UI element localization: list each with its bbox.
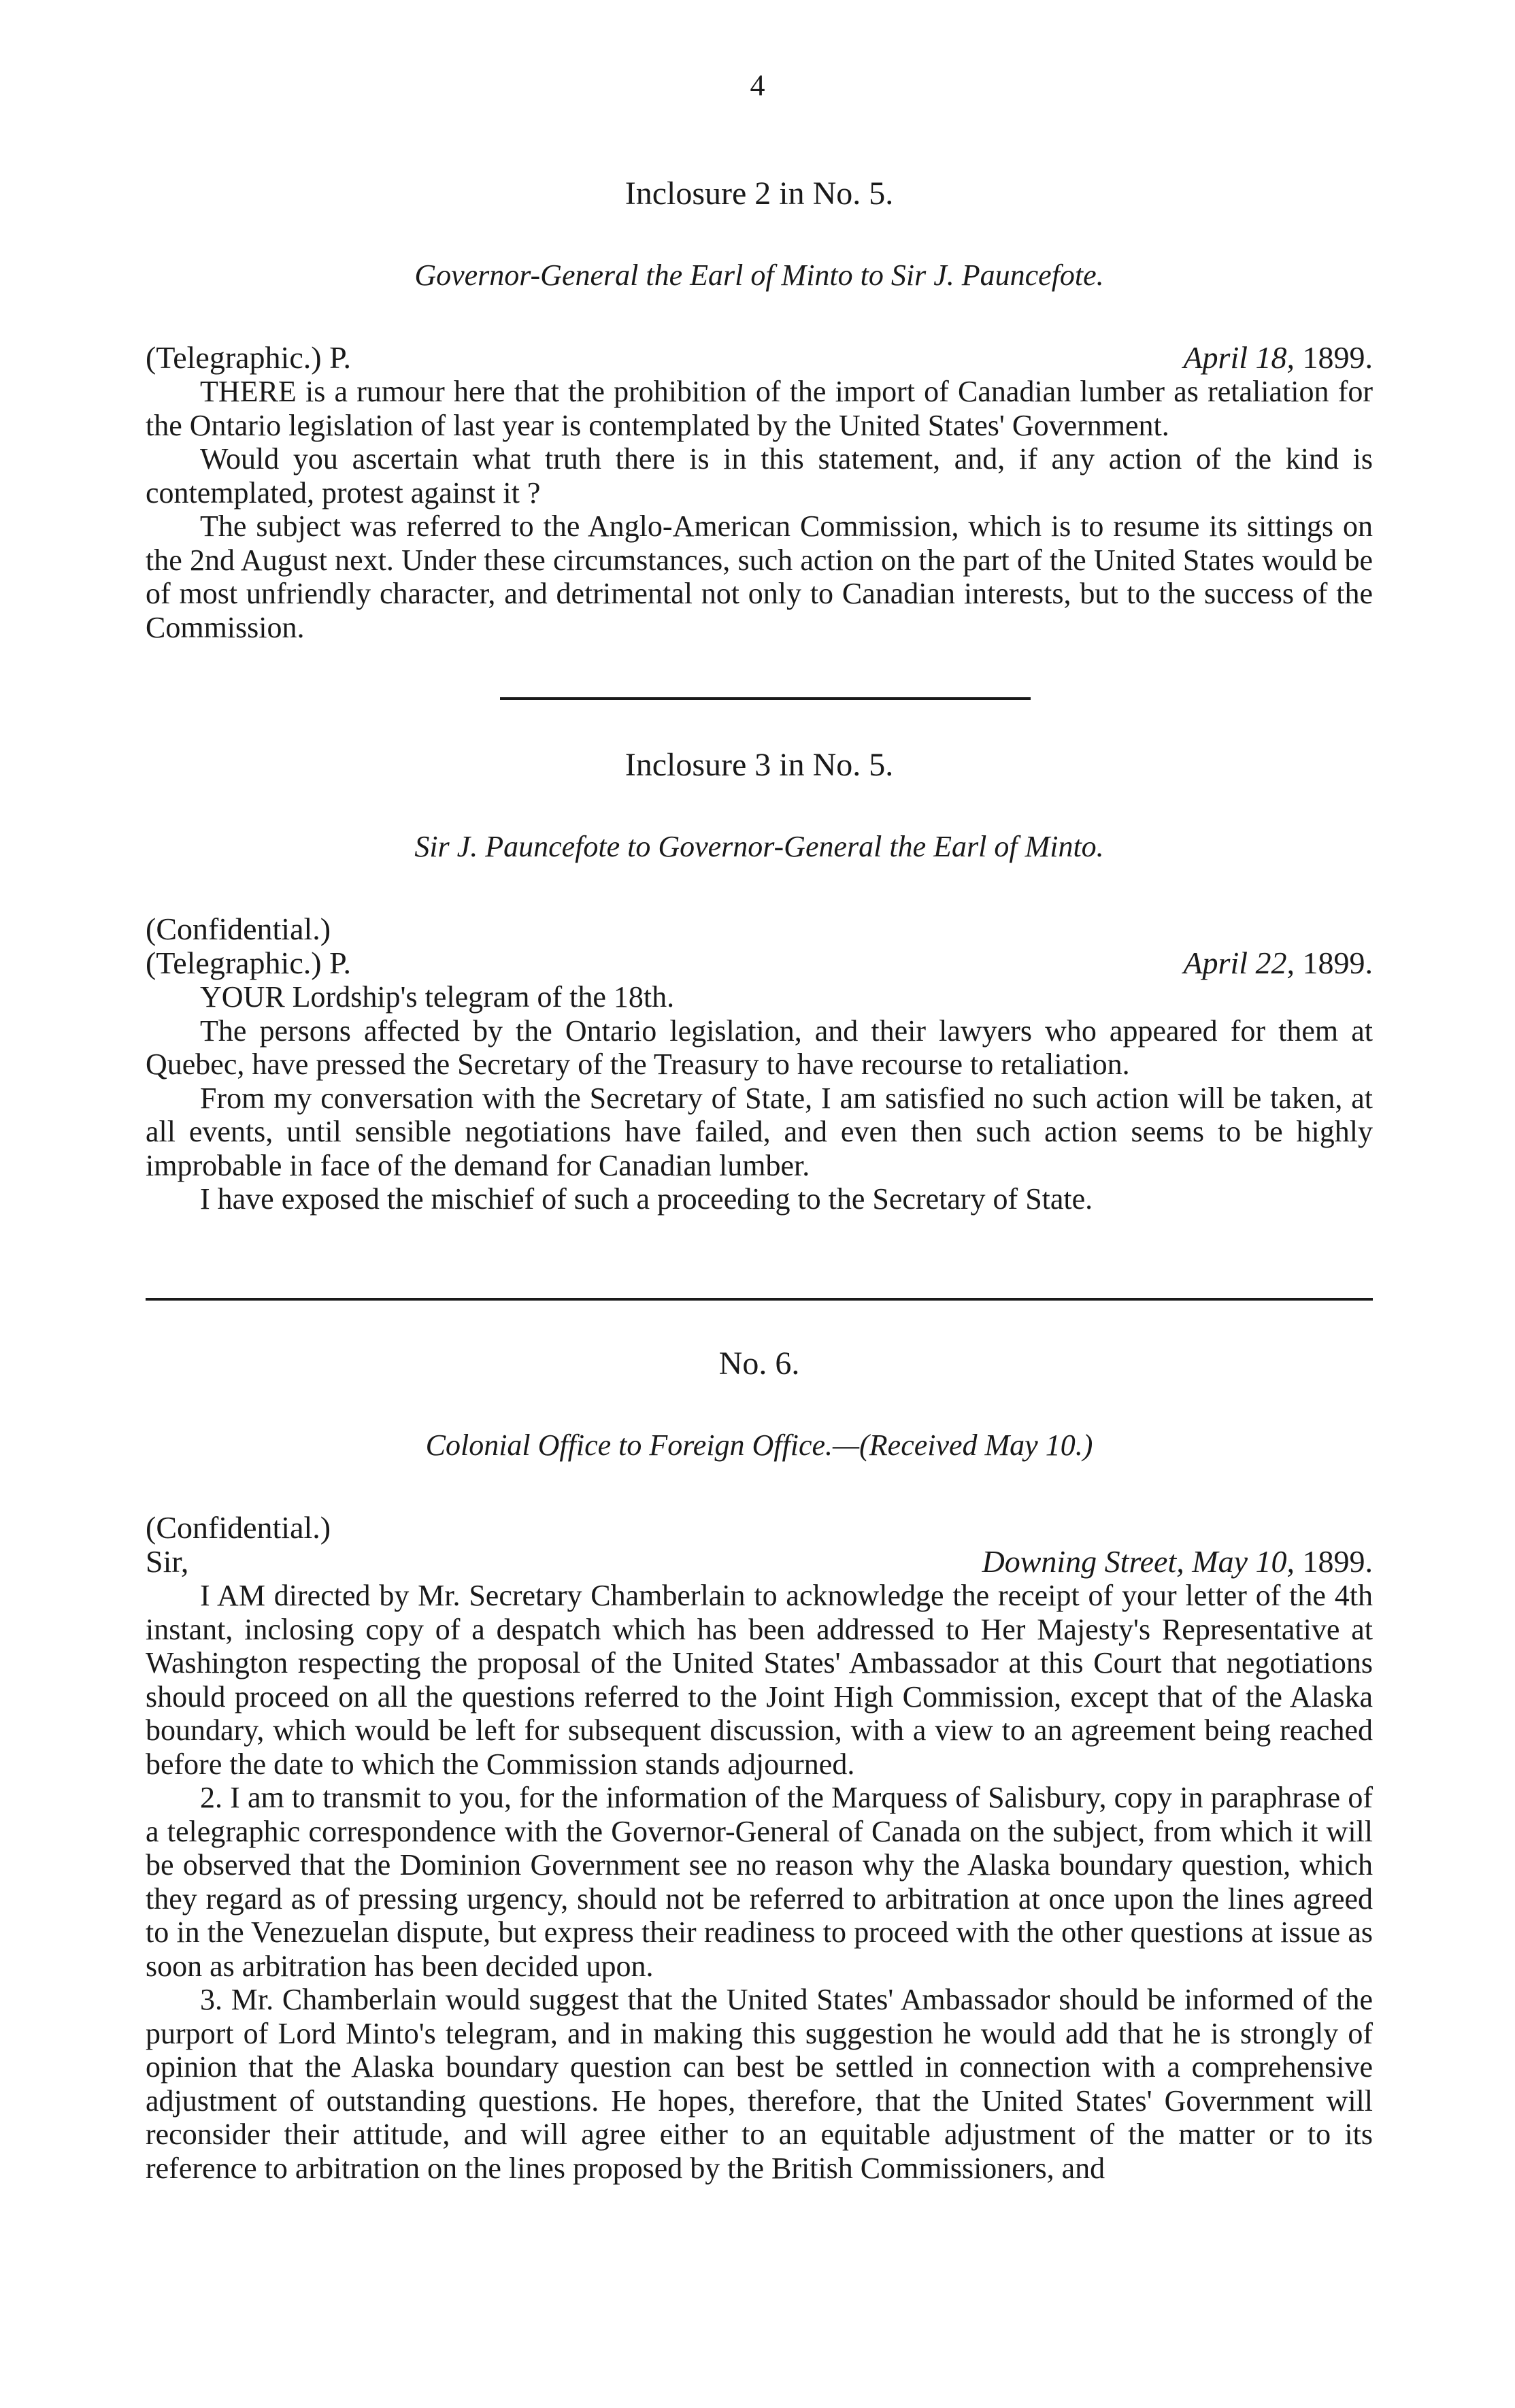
paragraph: YOUR Lordship's telegram of the 18th. [200,980,675,1014]
date-place: Downing Street, May 10, [982,1544,1295,1579]
no-6-section [146,1343,1373,2185]
date-line [1183,946,1373,980]
telegram-type: (Telegraphic.) P. [146,340,352,375]
confidential-label: (Confidential.) [146,1510,331,1545]
paragraph: The subject was referred to the Anglo-American Commission, which is to resume its sittings on the 2nd August next. Under these circumstances, such action on the part of the United States would be of most unfriendly character, and detrimental not only to Canadian interests, but to the success of the Commission. [146,509,1373,644]
telegram-meta-row [146,946,1373,980]
paragraph: THERE is a rumour here that the prohibition of the import of Canadian lumber as retaliation for the Ontario legislation of last year is contemplated by the United States' Government. [146,375,1373,442]
paragraph: I have exposed the mischief of such a proceeding to the Secretary of State. [200,1182,1093,1216]
telegram-type: (Telegraphic.) P. [146,946,352,980]
salutation: Sir, [146,1544,189,1579]
date-line [1183,341,1373,375]
section-heading: Inclosure 3 in No. 5. [625,747,894,783]
section-subheading: Sir J. Pauncefote to Governor-General the Earl of Minto. [414,830,1104,863]
date-day: April 22, [1183,946,1295,980]
paragraph: I AM directed by Mr. Secretary Chamberlain to acknowledge the receipt of your letter of the 4th instant, inclosing copy of a despatch which has been addressed to Her Majesty's Representative at Washington respecting the proposal of the United States' Ambassador at this Court that negotiations should proceed on all the questions referred to the Joint High Commission, except that of the Alaska boundary, which would be left for subsequent discussion, with a view to an agreement being reached before the date to which the Commission stands adjourned. [146,1579,1373,1781]
section-heading: No. 6. [718,1345,800,1382]
date-year: 1899. [1302,340,1373,375]
salutation-row [146,1545,1373,1579]
section-divider-full [146,1298,1373,1301]
section-heading: Inclosure 2 in No. 5. [625,175,894,212]
confidential-label: (Confidential.) [146,912,331,946]
inclosure-3-section [146,745,1373,1216]
date-year: 1899. [1302,946,1373,980]
page-number: 4 [750,69,765,102]
telegram-meta-row [146,341,1373,375]
paragraph: Would you ascertain what truth there is in this statement, and, if any action of the kind is contemplated, protest against it ? [146,442,1373,509]
section-subheading: Governor-General the Earl of Minto to Sir J. Pauncefote. [414,258,1104,292]
paragraph: 2. I am to transmit to you, for the information of the Marquess of Salisbury, copy in paraphrase of a telegraphic correspondence with the Governor-General of Canada on the subject, from which it will be observed that the Dominion Government see no reason why the Alaska boundary question, which they regard as of pressing urgency, should not be referred to arbitration at once upon the lines agreed to in the Venezuelan dispute, but express their readiness to proceed with the other questions at issue as soon as arbitration has been decided upon. [146,1781,1373,1983]
paragraph: 3. Mr. Chamberlain would suggest that the United States' Ambassador should be informed of the purport of Lord Minto's telegram, and in making this suggestion he would add that he is strongly of opinion that the Alaska boundary question can best be settled in connection with a comprehensive adjustment of outstanding questions. He hopes, therefore, that the United States' Government will reconsider their attitude, and will agree either to an equitable adjustment of the matter or to its reference to arbitration on the lines proposed by the British Commissioners, and [146,1983,1373,2185]
date-year: 1899. [1302,1544,1373,1579]
section-subheading: Colonial Office to Foreign Office.—(Received May 10.) [425,1428,1093,1462]
inclosure-2-section [146,173,1373,644]
date-line [982,1545,1373,1579]
section-divider [500,697,1031,700]
date-day: April 18, [1183,340,1295,375]
paragraph: From my conversation with the Secretary of State, I am satisfied no such action will be taken, at all events, until sensible negotiations have failed, and even then such action seems to be highly improbable in face of the demand for Canadian lumber. [146,1081,1373,1182]
paragraph: The persons affected by the Ontario legislation, and their lawyers who appeared for them at Quebec, have pressed the Secretary of the Treasury to have recourse to retaliation. [146,1014,1373,1081]
